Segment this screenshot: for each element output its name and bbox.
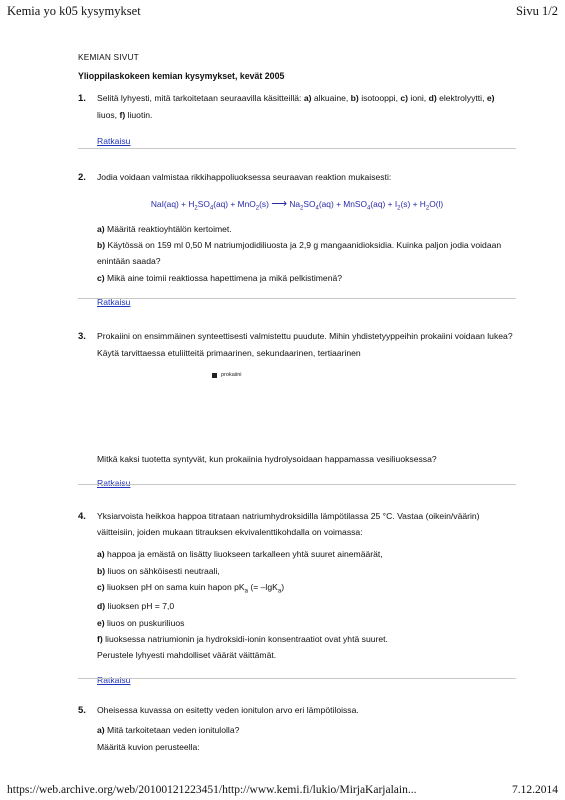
question-number: 1. bbox=[78, 93, 86, 105]
reaction-equation: $NaI(aq) + H_2SO_4(aq) + MnO_2(s)$ ⟶ $Na_2SO_4(aq)$ + MnSO$_4$(aq) + $I_2(s) + H_2O(l)$ bbox=[150, 197, 444, 212]
print-footer bbox=[0, 780, 565, 800]
question-text: Selitä lyhyesti, mitä tarkoitetaan seuraavilla käsitteillä: a) alkuaine, b) isotooppi, c) ioni, d) elektrolyytti, e) liuos, f) liuotin. bbox=[97, 93, 495, 120]
print-header bbox=[0, 0, 565, 22]
broken-image-icon bbox=[212, 373, 217, 378]
site-name: KEMIAN SIVUT bbox=[78, 52, 139, 62]
divider bbox=[78, 484, 516, 485]
reaction-arrow: ⟶ bbox=[271, 197, 287, 210]
question-number: 4. bbox=[78, 510, 86, 522]
page-title: Ylioppilaskokeen kemian kysymykset, kevät 2005 bbox=[78, 70, 285, 81]
question-3 bbox=[78, 328, 516, 491]
question-text: Oheisessa kuvassa on esitetty veden ionitulon arvo eri lämpötiloissa. bbox=[97, 704, 359, 715]
solution-link-1[interactable]: Ratkaisu bbox=[97, 136, 131, 147]
question-4: 4. Yksiarvoista heikkoa happoa titrataan natriumhydroksidilla lämpötilassa 25 °C. Vastaa (oikein/väärin) väitteisiin, joiden mukaan titrauksen ekvivalenttikohdalla on voimassa: a) happoa ja emästä on lisätty liuokseen tarkalleen yhtä suuret ainemäärät, b) liuos on sähköisesti neutraali, c) liuoksen pH on sama kuin hapon $pK_a$ (= –lgK$_a$) d) liuoksen pH = 7,0 e) liuos on puskuriliuos f) liuoksessa natriumionin ja hydroksidi-ionin konsentraatiot ovat yhtä suuret. Perustele lyhyesti mahdolliset väärät väittämät. Ratkaisu bbox=[78, 508, 516, 688]
print-footer-date: 7.12.2014 bbox=[512, 784, 558, 796]
procaine-structure-image: prokaiini bbox=[212, 370, 241, 380]
question-5: 5. Oheisessa kuvassa on esitetty veden ionitulon arvo eri lämpötiloissa. a) Mitä tarkoitetaan veden ionitulolla? Määritä kuvion perusteella: bbox=[78, 702, 516, 755]
question-text: Prokaiini on ensimmäinen synteettisesti valmistettu puudute. Mihin yhdistetyyppeihin prokaiini voidaan lukea? Käytä tarvittaessa etuliitteitä primaarinen, sekundaarinen, tertiaarinen bbox=[97, 331, 513, 358]
question-number: 2. bbox=[78, 172, 86, 184]
question-number: 3. bbox=[78, 331, 86, 343]
divider bbox=[78, 298, 516, 299]
divider bbox=[78, 678, 516, 679]
print-header-title: Kemia yo k05 kysymykset bbox=[7, 4, 141, 18]
print-header-page: Sivu 1/2 bbox=[515, 4, 558, 18]
question-1 bbox=[78, 90, 516, 149]
question-text: Yksiarvoista heikkoa happoa titrataan natriumhydroksidilla lämpötilassa 25 °C. Vastaa (oikein/väärin) väitteisiin, joiden mukaan titrauksen ekvivalenttikohdalla on voimassa: bbox=[97, 510, 480, 538]
divider bbox=[78, 148, 516, 149]
solution-link-4[interactable]: Ratkaisu bbox=[97, 674, 131, 685]
question-text: Jodia voidaan valmistaa rikkihappoliuoksessa seuraavan reaktion mukaisesti: bbox=[97, 172, 392, 183]
question-2: 2. Jodia voidaan valmistaa rikkihappoliuoksessa seuraavan reaktion mukaisesti: $NaI(aq) + H_2SO_4(aq) + MnO_2(s)$ ⟶ $Na_2SO_4(aq)$ + MnSO$_4$(aq) + $I_2(s) + H_2O(l)$ a) Määritä reaktioyhtälön kertoimet. b) Käytössä on 159 ml 0,50 M natriumjodidiliuosta ja 2,9 g mangaanidioksidia. Kuinka paljon jodia voidaan enintään saada? c) Mikä aine toimii reaktiossa hapettimena ja mikä pelkistimenä? Ratkaisu bbox=[78, 169, 516, 310]
question-text-2: Määritä kuvion perusteella: bbox=[97, 741, 200, 752]
solution-link-3[interactable]: Ratkaisu bbox=[97, 478, 131, 489]
question-closing: Perustele lyhyesti mahdolliset väärät väittämät. bbox=[97, 650, 277, 661]
question-number: 5. bbox=[78, 704, 86, 716]
print-footer-url: https://web.archive.org/web/20100121223451/http://www.kemi.fi/lukio/MirjaKarjalain... bbox=[7, 784, 417, 796]
document-body bbox=[78, 50, 516, 755]
question-text-2: Mitkä kaksi tuotetta syntyvät, kun prokaiinia hydrolysoidaan happamassa vesiliuoksessa? bbox=[97, 454, 437, 465]
solution-link-2[interactable]: Ratkaisu bbox=[97, 297, 131, 308]
